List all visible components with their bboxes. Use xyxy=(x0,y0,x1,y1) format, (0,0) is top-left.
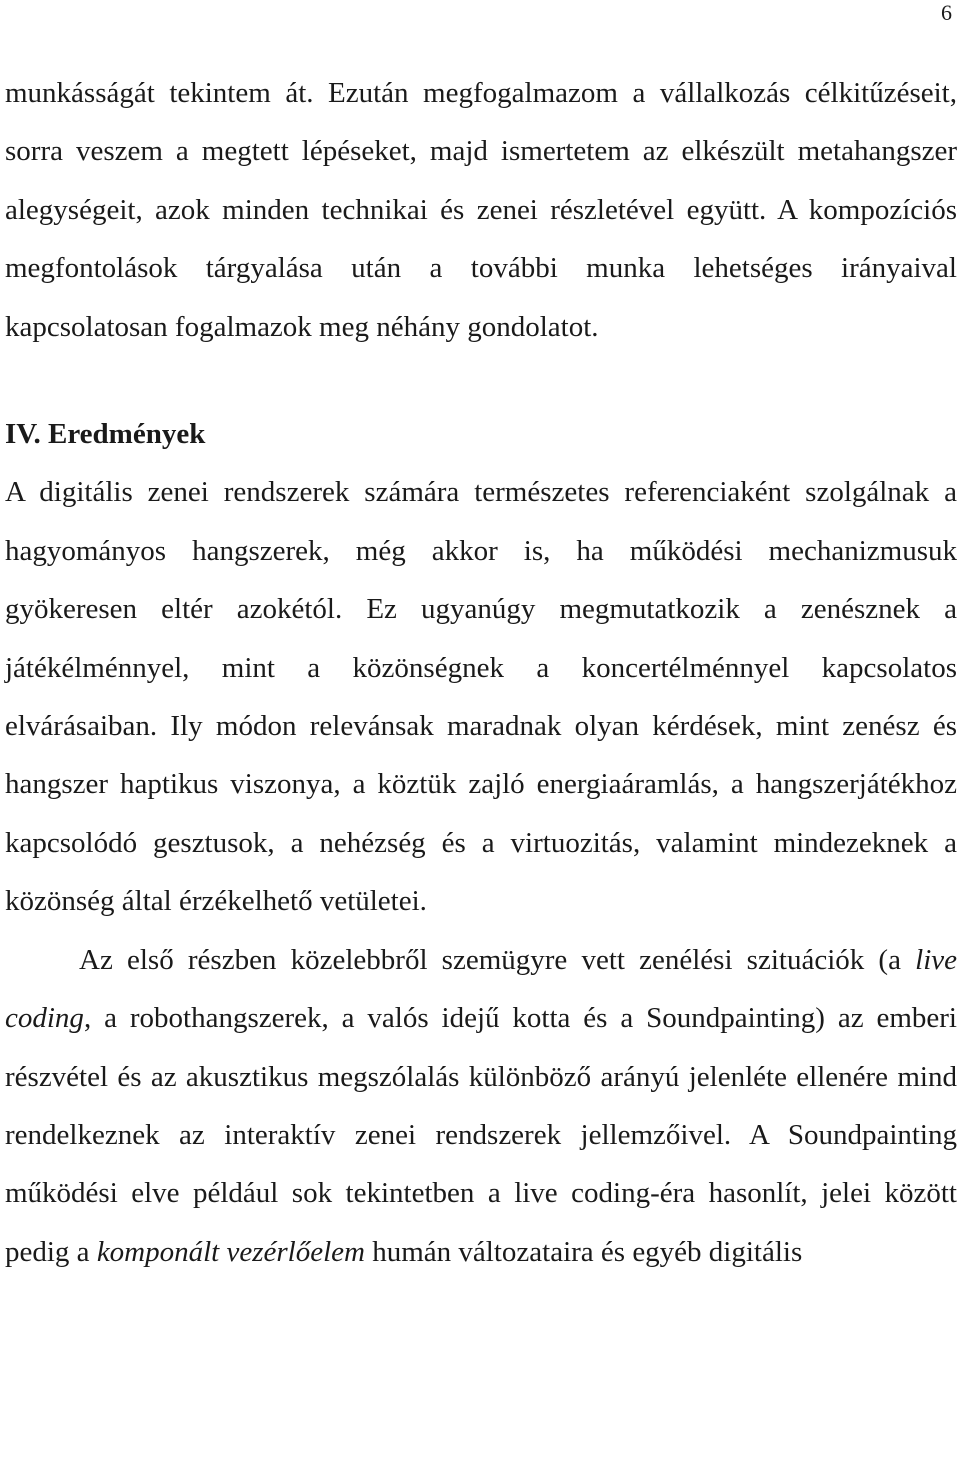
page-number: 6 xyxy=(941,0,952,25)
section-heading: IV. Eredmények xyxy=(5,418,206,451)
paragraph-intro: munkásságát tekintem át. Ezután megfogalmazom a vállalkozás célkitűzéseit, sorra veszem a megtett lépéseket, majd ismertetem az elkészült metahangszer alegységeit, azok minden technikai és zenei részletével együtt. A kompozíciós megfontolások tárgyalása után a további munka lehetséges irányaival kapcsolatosan fogalmazok meg néhány gondolatot. xyxy=(5,77,957,343)
document-body xyxy=(5,64,957,1281)
italic-term-composed-control: komponált vezérlőelem xyxy=(96,1235,365,1268)
paragraph-results: A digitális zenei rendszerek számára természetes referenciaként szolgálnak a hagyományos hangszerek, még akkor is, ha működési mechanizmusuk gyökeresen eltér azokétól. Ez ugyanúgy megmutatkozik a zenésznek a játékélménnyel, mint a közönségnek a koncertélménnyel kapcsolatos elvárásaiban. Ily módon relevánsak maradnak olyan kérdések, mint zenész és hangszer haptikus viszonya, a köztük zajló energiaáramlás, a hangszerjátékhoz kapcsolódó gesztusok, a nehézség és a virtuozitás, valamint mindezeknek a közönség által érzékelhető vetületei. xyxy=(5,476,957,918)
italic-term-live-coding: live coding xyxy=(5,943,957,1035)
paragraph-text-part3: humán változataira és egyéb digitális xyxy=(364,1235,803,1268)
paragraph-text-part2: , a robothangszerek, a valós idejű kotta és a Soundpainting) az emberi részvétel és az akusztikus megszólalás különböző arányú jelenléte ellenére mind rendelkeznek az interaktív zenei rendszerek jellemzőivel. A Soundpainting működési elve például sok tekintetben a live coding-éra hasonlít, jelei között pedig a xyxy=(5,1002,957,1268)
paragraph-text-part1: Az első részben közelebbről szemügyre vett zenélési szituációk (a xyxy=(79,943,916,976)
paragraph-situations xyxy=(5,931,957,1281)
